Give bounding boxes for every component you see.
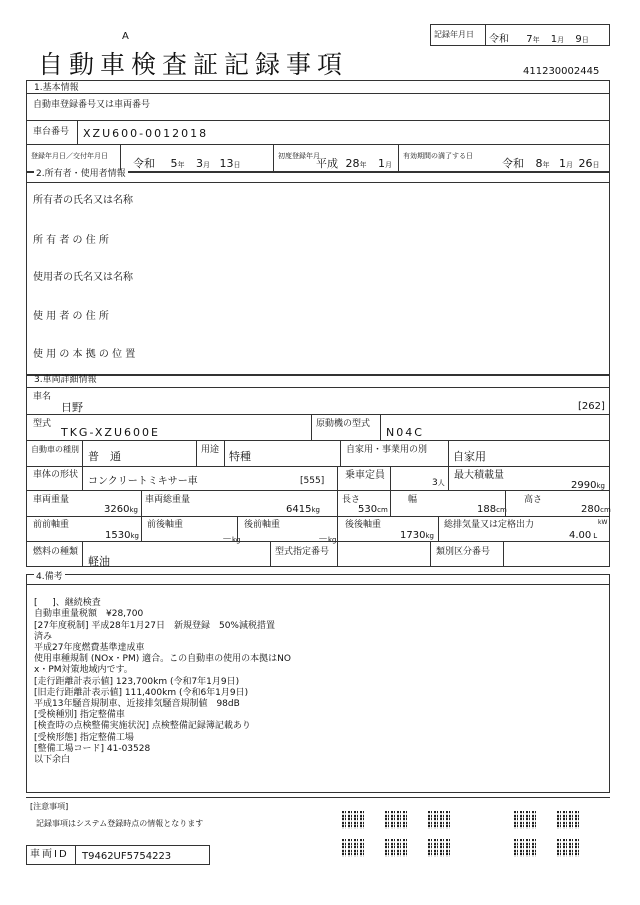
document-number: 411230002445: [523, 66, 600, 77]
displacement-label: 総排気量又は定格出力: [444, 520, 535, 530]
gross-weight: 6415kg: [286, 504, 320, 515]
owner-address-label: 所 有 者 の 住 所: [33, 235, 109, 246]
remarks-line: 平成27年度燃費基準達成車: [34, 643, 145, 654]
private-business-value: 自家用: [453, 450, 486, 463]
max-load-label: 最大積載量: [454, 470, 504, 481]
section-3-title: 3.車両詳細情報: [34, 375, 97, 385]
page-marker: A: [122, 31, 129, 42]
record-date-label: 記録年月日: [434, 30, 474, 39]
model-value: TKG-XZU600E: [61, 426, 160, 439]
notice-text: 記録事項はシステム登録時点の情報となります: [36, 819, 204, 828]
qr-code-icon: [342, 839, 366, 857]
type-designation-label: 型式指定番号: [275, 547, 330, 557]
body-shape-value: コンクリートミキサー車: [88, 476, 198, 487]
vehicle-id-label: 車両ID: [30, 849, 69, 860]
record-date: 令和 7年 1月 9日: [489, 34, 589, 45]
chassis-number-label: 車台番号: [33, 127, 70, 137]
vehicle-id-value: T9462UF5754223: [82, 851, 172, 862]
max-load: 2990kg: [571, 480, 605, 491]
rear-rear-axle-label: 後後軸重: [345, 520, 382, 530]
displacement-value: 4.00: [569, 530, 592, 541]
maker-value: 日野: [61, 401, 83, 414]
remarks-line: [受検形態] 指定整備工場: [34, 732, 134, 743]
vehicle-weight: 3260kg: [104, 504, 138, 515]
rear-front-axle: －kg: [318, 534, 337, 545]
private-business-label: 自家用・事業用の別: [346, 445, 428, 455]
use-label: 用途: [201, 445, 220, 455]
remarks-line: 以下余白: [34, 755, 71, 766]
expiry-date: 令和 8年 1月 26日: [502, 157, 600, 170]
registration-number-label: 自動車登録番号又は車両番号: [33, 100, 151, 110]
max-load-value: 2990: [571, 480, 597, 491]
height: 280cm: [581, 504, 611, 515]
gross-weight-label: 車両総重量: [145, 495, 191, 505]
remarks-line: x・PM対策地域内です。: [34, 665, 133, 676]
vehicle-type-value: 普 通: [88, 450, 121, 463]
owner-name-label: 所有者の氏名又は名称: [33, 195, 133, 206]
first-registration-label: 初度登録年月: [278, 152, 320, 160]
fuel-type-label: 燃料の種類: [33, 547, 79, 557]
qr-code-icon: [557, 839, 581, 857]
width-label: 幅: [408, 495, 418, 505]
section-1-title: 1.基本情報: [34, 83, 79, 93]
rear-front-axle-value: －: [318, 534, 328, 545]
qr-code-icon: [557, 811, 581, 829]
width-value: 188: [477, 504, 497, 515]
front-front-axle-value: 1530: [105, 530, 131, 541]
vehicle-weight-value: 3260: [104, 504, 130, 515]
front-front-axle-label: 前前軸重: [33, 520, 70, 530]
length-value: 530: [358, 504, 378, 515]
user-name-label: 使用者の氏名又は名称: [33, 272, 133, 283]
use-value: 特種: [229, 450, 251, 463]
front-rear-axle-value: －: [222, 534, 232, 545]
base-location-label: 使 用 の 本 拠 の 位 置: [33, 349, 136, 360]
qr-code-icon: [514, 839, 538, 857]
first-registration-date: 平成 28年 1月: [316, 157, 392, 170]
width: 188cm: [477, 504, 507, 515]
section-4-title: 4.備考: [36, 572, 63, 582]
capacity-unit: 人: [437, 479, 445, 487]
remarks-line: 平成13年騒音規制車、近接排気騒音規制値 98dB: [34, 699, 240, 710]
qr-code-icon: [342, 811, 366, 829]
displacement-unit-kw: kW: [598, 519, 608, 526]
qr-code-icon: [385, 839, 409, 857]
qr-code-icon: [385, 811, 409, 829]
engine-model-label: 原動機の型式: [316, 419, 371, 429]
length-label: 長さ: [342, 495, 361, 505]
fuel-type-value: 軽油: [88, 555, 110, 568]
front-front-axle: 1530kg: [105, 530, 139, 541]
remarks-line: 自動車重量税額 ¥28,700: [34, 609, 144, 620]
remarks-line: [ ]、継続検査: [34, 598, 101, 609]
remarks-line: [27年度税制] 平成28年1月27日 新規登録 50%減税措置: [34, 620, 275, 631]
remarks-line: [旧走行距離計表示値] 111,400km (令和6年1月9日): [34, 687, 249, 698]
length: 530cm: [358, 504, 388, 515]
category-number-label: 類別区分番号: [436, 547, 491, 557]
maker-code: [262]: [578, 401, 605, 412]
body-shape-code: [555]: [300, 476, 325, 486]
capacity-value: 3: [432, 478, 438, 488]
rear-rear-axle-value: 1730: [400, 530, 426, 541]
capacity: [432, 478, 445, 488]
remarks-line: [走行距離計表示値] 123,700km (令和7年1月9日): [34, 676, 240, 687]
front-rear-axle-label: 前後軸重: [147, 520, 184, 530]
capacity-label: 乗車定員: [345, 470, 385, 481]
document-title: 自動車検査証記録事項: [38, 50, 349, 79]
height-label: 高さ: [524, 495, 543, 505]
remarks-line: [整備工場コード] 41-03528: [34, 743, 151, 754]
qr-code-icon: [428, 839, 452, 857]
rear-rear-axle: 1730kg: [400, 530, 434, 541]
remarks-line: 使用車種規制 (NOx・PM) 適合。この自動車の使用の本拠はNO: [34, 654, 291, 665]
gross-weight-value: 6415: [286, 504, 312, 515]
registration-date: 令和 5年 3月 13日: [133, 157, 241, 170]
front-rear-axle: －kg: [222, 534, 241, 545]
remarks-list: [34, 587, 291, 777]
model-label: 型式: [33, 419, 52, 429]
height-value: 280: [581, 504, 601, 515]
vehicle-weight-label: 車両重量: [33, 495, 70, 505]
section-2-title: 2.所有者・使用者情報: [36, 169, 126, 179]
registration-date-label: 登録年月日／交付年月日: [31, 152, 108, 160]
maker-label: 車名: [33, 392, 52, 402]
qr-code-icon: [428, 811, 452, 829]
notice-title: [注意事項]: [30, 802, 69, 811]
user-address-label: 使 用 者 の 住 所: [33, 311, 109, 322]
engine-model-value: N04C: [386, 426, 424, 439]
vehicle-type-label: 自動車の種別: [31, 445, 79, 454]
chassis-number-value: XZU600-0012018: [83, 127, 209, 140]
qr-code-icon: [514, 811, 538, 829]
expiry-date-label: 有効期間の満了する日: [403, 152, 473, 160]
body-shape-label: 車体の形状: [33, 470, 79, 480]
remarks-line: 済み: [34, 631, 53, 642]
remarks-line: [受検種別] 指定整備車: [34, 710, 125, 721]
remarks-line: [検査時の点検整備実施状況] 点検整備記録簿記載あり: [34, 721, 251, 732]
rear-front-axle-label: 後前軸重: [244, 520, 281, 530]
displacement: 4.00 L: [569, 530, 598, 541]
